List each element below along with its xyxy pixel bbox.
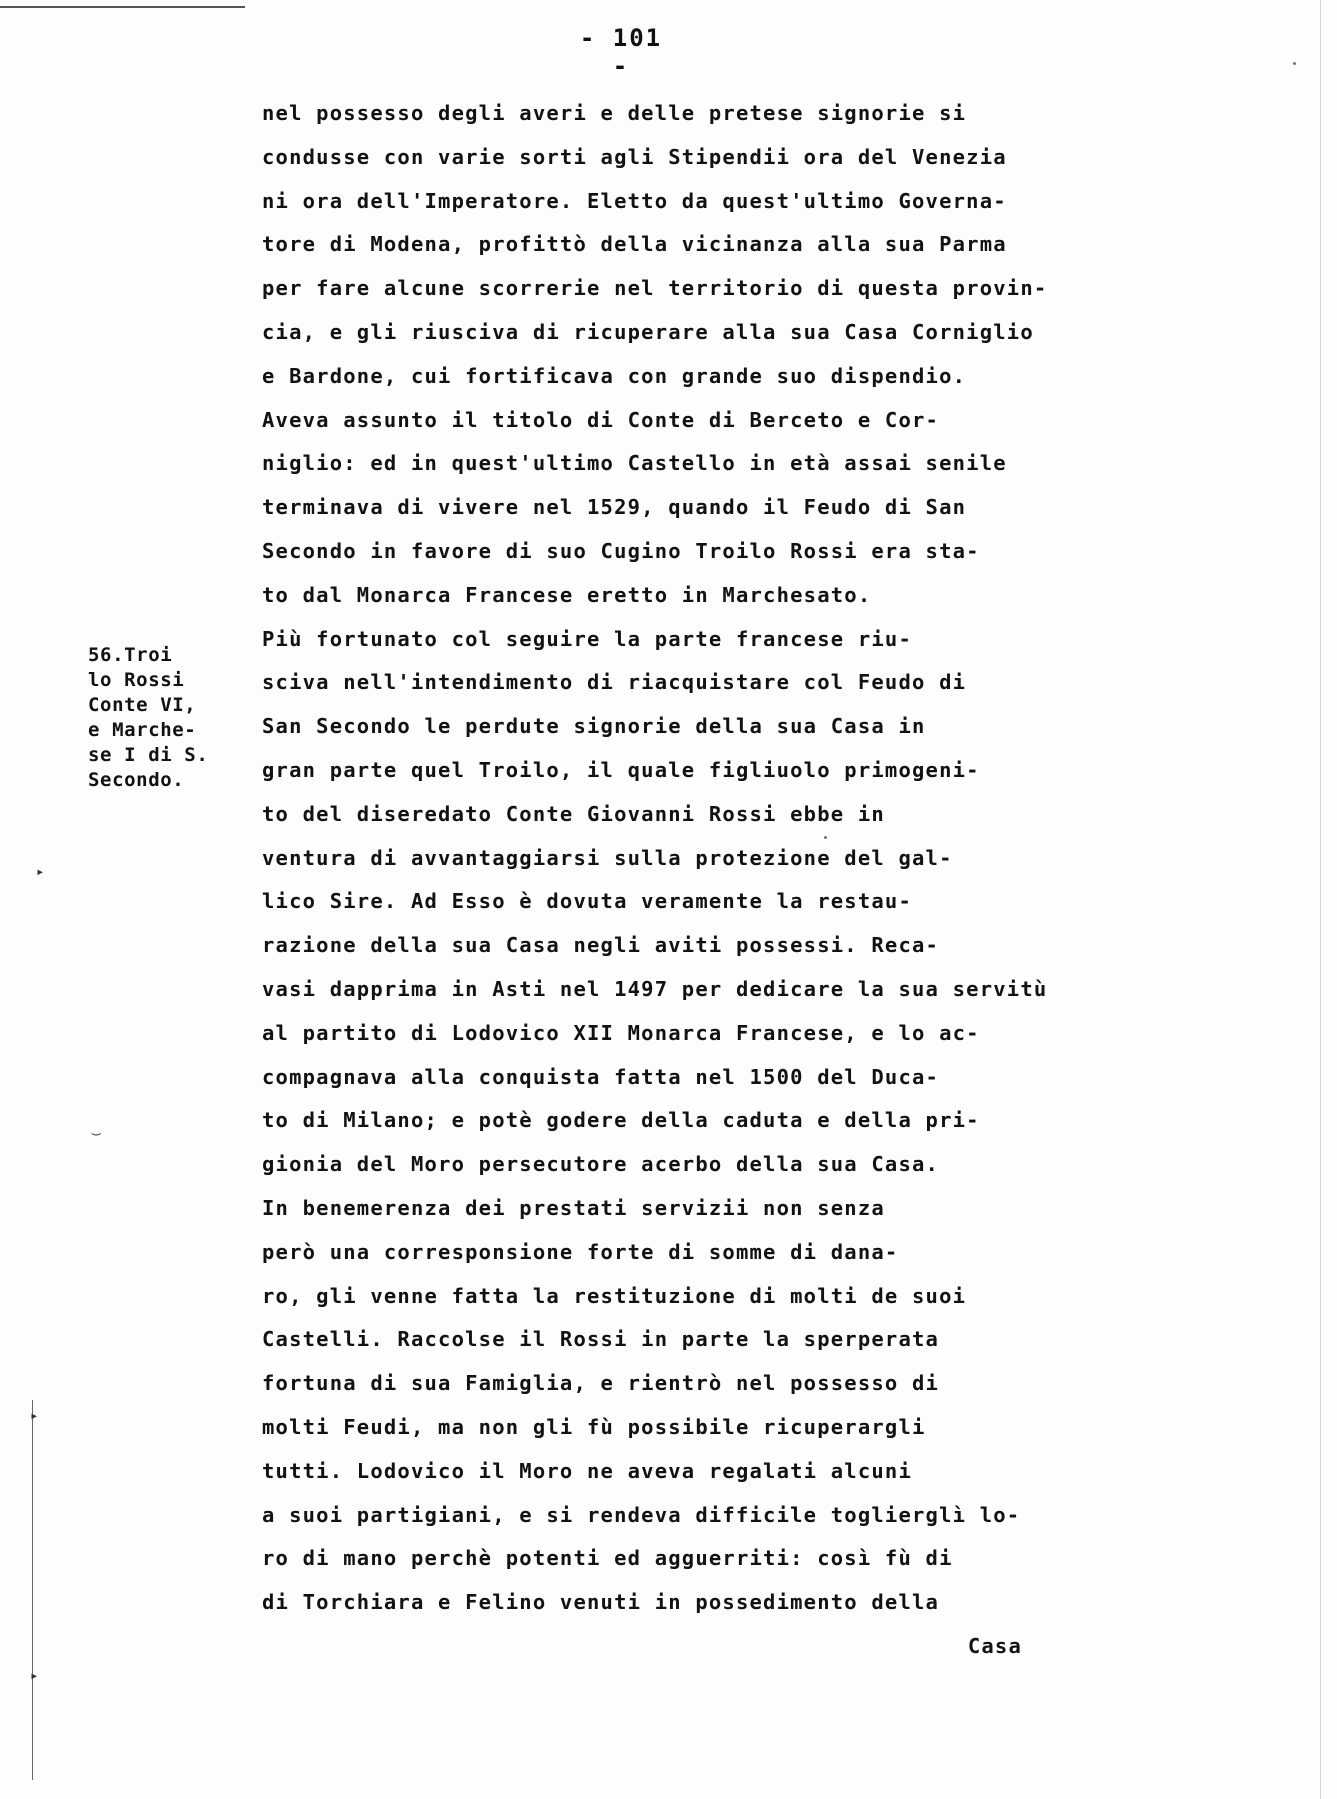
text-line: vasi dapprima in Asti nel 1497 per dedicare la sua servitù <box>262 976 1048 1001</box>
text-line: niglio: ed in quest'ultimo Castello in età assai senile <box>262 451 1007 476</box>
text-line: gran parte quel Troilo, il quale figliuolo primogeni- <box>262 757 980 782</box>
text-line: per fare alcune scorrerie nel territorio di questa provin- <box>262 276 1048 301</box>
text-line: sciva nell'intendimento di riacquistare col Feudo di <box>262 670 967 695</box>
text-line: gionia del Moro persecutore acerbo della sua Casa. <box>262 1152 940 1177</box>
text-line: Castelli. Raccolse il Rossi in parte la sperperata <box>262 1327 940 1352</box>
text-line: In benemerenza dei prestati servizii non senza <box>262 1195 885 1220</box>
margin-note-line: Secondo. <box>88 769 185 791</box>
text-line: a suoi partigiani, e si rendeva difficile toglierglì lo- <box>262 1502 1021 1527</box>
text-line: di Torchiara e Felino venuti in possedimento della <box>262 1590 940 1615</box>
margin-note-line: Conte VI, <box>88 694 197 716</box>
text-line: nel possesso degli averi e delle pretese signorie si <box>262 101 967 125</box>
text-line: fortuna di sua Famiglia, e rientrò nel possesso di <box>262 1371 940 1396</box>
text-line: razione della sua Casa negli aviti possessi. Reca- <box>262 933 940 958</box>
margin-arrow-mark: ▸ <box>30 1668 39 1684</box>
text-line: to del diseredato Conte Giovanni Rossi ebbe in <box>262 801 885 826</box>
margin-note-line: lo Rossi <box>88 669 185 691</box>
text-line: Secondo in favore di suo Cugino Troilo Rossi era sta- <box>262 538 980 563</box>
margin-note <box>88 643 238 793</box>
text-line: terminava di vivere nel 1529, quando il Feudo di San <box>262 495 967 520</box>
text-line: tutti. Lodovico il Moro ne aveva regalati alcuni <box>262 1458 913 1483</box>
text-line: ni ora dell'Imperatore. Eletto da quest'ultimo Governa- <box>262 188 1007 213</box>
body-text <box>262 92 1262 1669</box>
text-line: compagnava alla conquista fatta nel 1500 del Duca- <box>262 1064 940 1089</box>
text-line: lico Sire. Ad Esso è dovuta veramente la restau- <box>262 889 913 914</box>
margin-arrow-mark: ▸ <box>30 1408 39 1424</box>
text-line: Più fortunato col seguire la parte francese riu- <box>262 626 913 651</box>
text-line: tore di Modena, profittò della vicinanza alla sua Parma <box>262 232 1007 257</box>
text-line: e Bardone, cui fortificava con grande suo dispendio. <box>262 363 967 388</box>
text-line: al partito di Lodovico XII Monarca Francese, e lo ac- <box>262 1020 980 1045</box>
text-line: cia, e gli riusciva di ricuperare alla sua Casa Corniglio <box>262 319 1034 344</box>
text-line: San Secondo le perdute signorie della sua Casa in <box>262 714 926 739</box>
page-edge-left <box>32 1400 33 1780</box>
text-line: to di Milano; e potè godere della caduta e della pri- <box>262 1108 980 1133</box>
margin-note-line: 56.Troi <box>88 644 173 666</box>
page-number: - 101 - <box>579 24 663 80</box>
margin-arrow-mark: ▸ <box>36 864 45 880</box>
margin-note-line: se I di S. <box>88 744 209 766</box>
text-line: ro di mano perchè potenti ed agguerriti: così fù di <box>262 1546 953 1571</box>
catchword: Casa <box>967 1633 1022 1658</box>
text-line: Aveva assunto il titolo di Conte di Berceto e Cor- <box>262 407 940 432</box>
text-line: molti Feudi, ma non gli fù possibile ricuperargli <box>262 1414 926 1439</box>
margin-tick-mark: ‿ <box>92 1120 101 1136</box>
top-rule <box>0 6 245 8</box>
text-line: però una corresponsione forte di somme di dana- <box>262 1239 899 1264</box>
page-edge-right <box>1320 0 1321 1799</box>
text-line: condusse con varie sorti agli Stipendii ora del Venezia <box>262 144 1007 169</box>
text-line: ro, gli venne fatta la restituzione di molti de suoi <box>262 1283 967 1308</box>
text-line: ventura di avvantaggiarsi sulla protezione del gal- <box>262 845 953 870</box>
text-line: to dal Monarca Francese eretto in Marchesato. <box>262 582 872 607</box>
paper-speck <box>1293 62 1296 65</box>
margin-note-line: e Marche- <box>88 719 197 741</box>
